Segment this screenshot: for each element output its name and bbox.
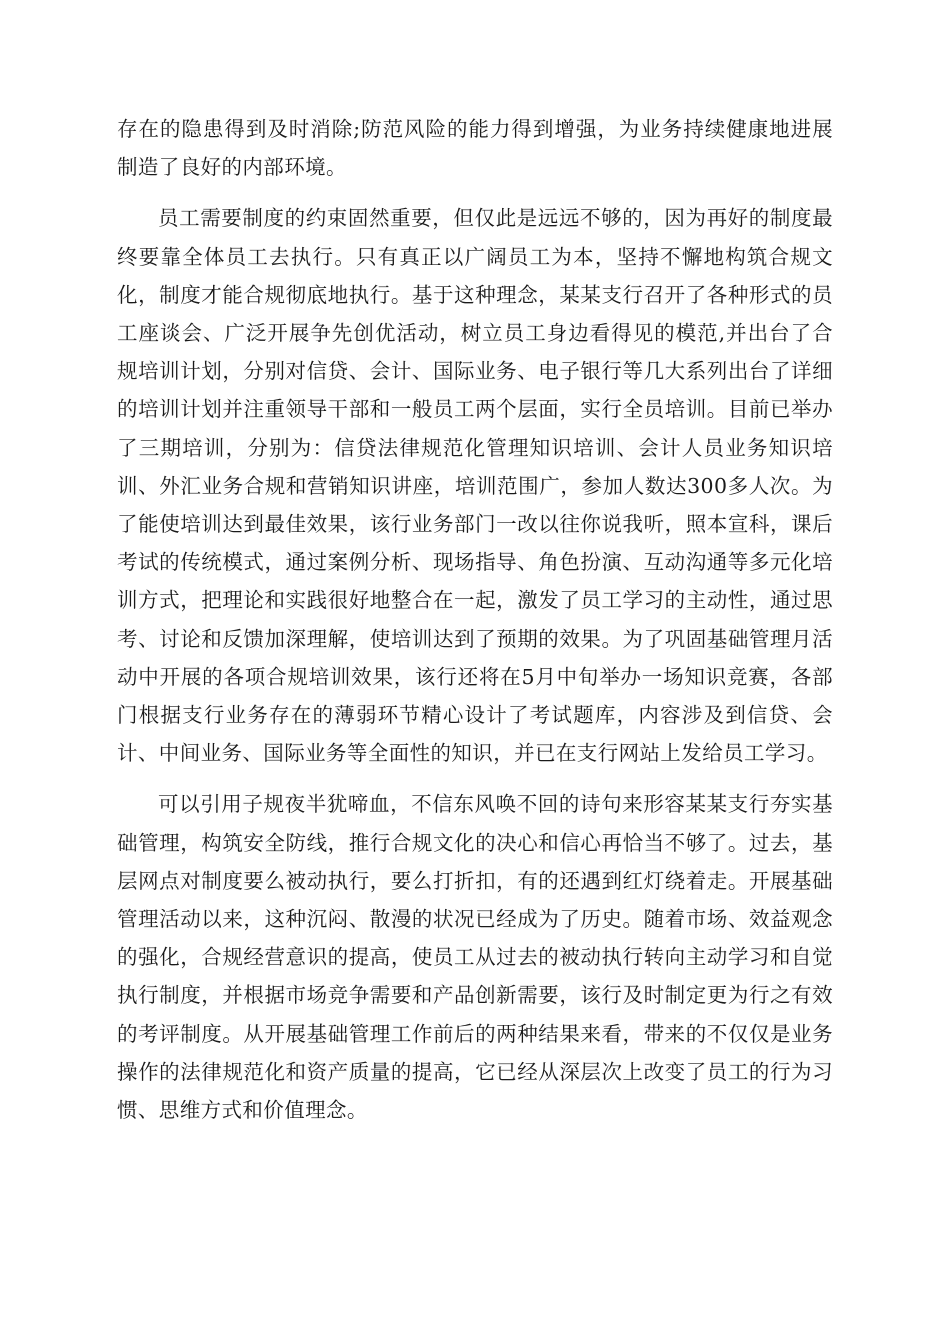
paragraph-continuation: 存在的隐患得到及时消除;防范风险的能力得到增强，为业务持续健康地进展制造了良好的内部环境。	[117, 117, 833, 180]
paragraph-training: 员工需要制度的约束固然重要，但仅此是远远不够的，因为再好的制度最终要靠全体员工去执行。只有真正以广阔员工为本，坚持不懈地构筑合规文化，制度才能合规彻底地执行。基于这种理念，某某支行召开了各种形式的员工座谈会、广泛开展争先创优活动，树立员工身边看得见的模范,并出台了合规培训计划，分别对信贷、会计、国际业务、电子银行等几大系列出台了详细的培训计划并注重领导干部和一般员工两个层面，实行全员培训。目前已举办了三期培训，分别为：信贷法律规范化管理知识培训、会计人员业务知识培训、外汇业务合规和营销知识讲座，培训范围广，参加人数达300多人次。为了能使培训达到最佳效果，该行业务部门一改以往你说我听，照本宣科，课后考试的传统模式，通过案例分析、现场指导、角色扮演、互动沟通等多元化培训方式，把理论和实践很好地整合在一起，激发了员工学习的主动性，通过思考、讨论和反馈加深理解，使培训达到了预期的效果。为了巩固基础管理月活动中开展的各项合规培训效果，该行还将在5月中旬举办一场知识竞赛，各部门根据支行业务存在的薄弱环节精心设计了考试题库，内容涉及到信贷、会计、中间业务、国际业务等全面性的知识，并已在支行网站上发给员工学习。	[117, 206, 833, 766]
document-body	[117, 110, 833, 1129]
paragraph-compliance-culture: 可以引用子规夜半犹啼血，不信东风唤不回的诗句来形容某某支行夯实基础管理，构筑安全防线，推行合规文化的决心和信心再恰当不够了。过去，基层网点对制度要么被动执行，要么打折扣，有的还遇到红灯绕着走。开展基础管理活动以来，这种沉闷、散漫的状况已经成为了历史。随着市场、效益观念的强化，合规经营意识的提高，使员工从过去的被动执行转向主动学习和自觉执行制度，并根据市场竞争需要和产品创新需要，该行及时制定更为行之有效的考评制度。从开展基础管理工作前后的两种结果来看，带来的不仅仅是业务操作的法律规范化和资产质量的提高，它已经从深层次上改变了员工的行为习惯、思维方式和价值理念。	[117, 792, 833, 1123]
